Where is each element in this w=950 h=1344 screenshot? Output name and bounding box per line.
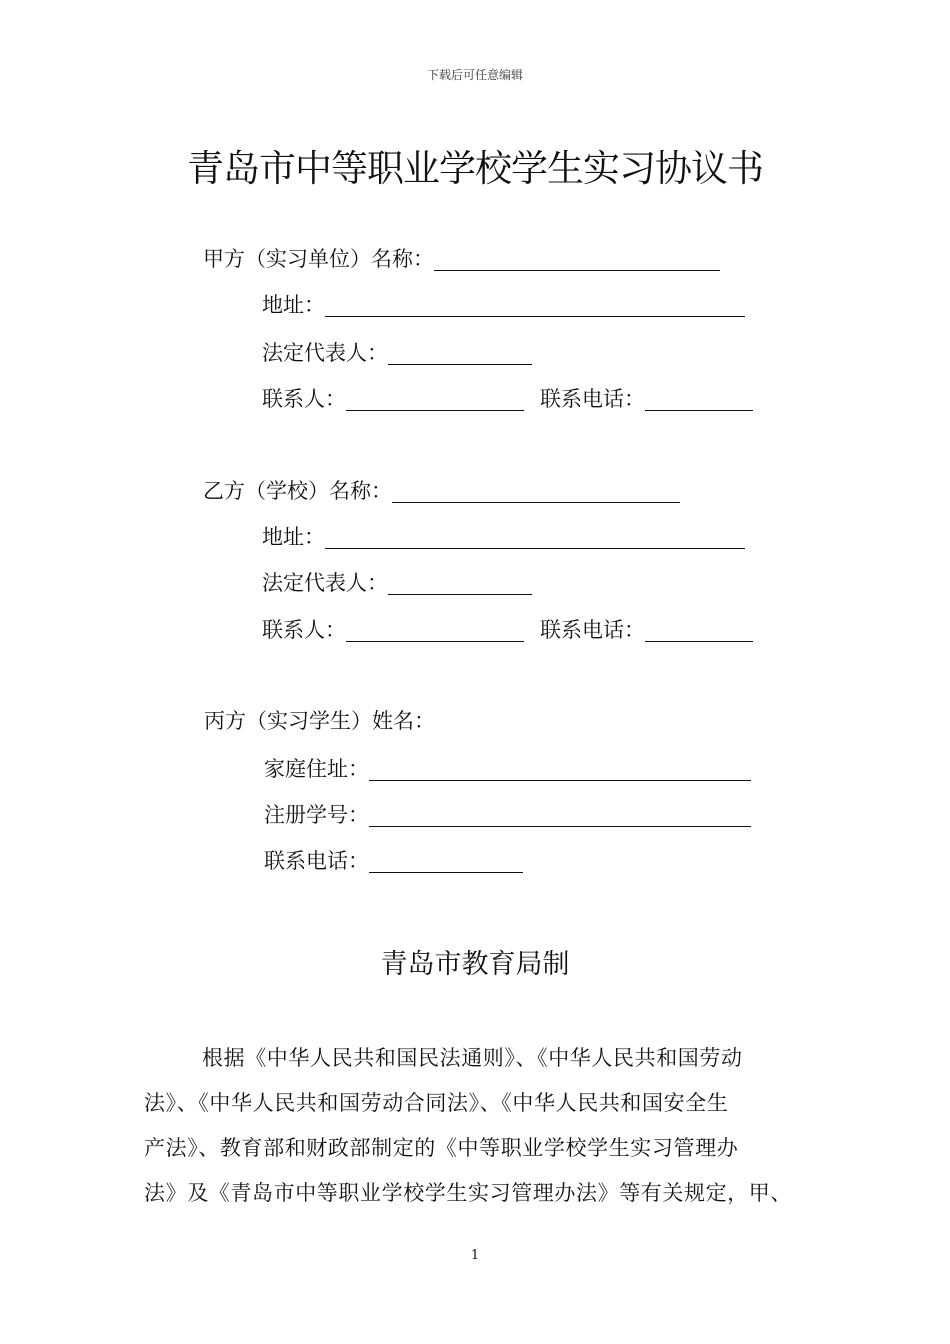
header-note: 下载后可任意编辑	[426, 68, 523, 82]
party-c-home-address-label: 家庭住址：	[264, 757, 369, 781]
party-a-name-blank[interactable]	[434, 248, 720, 271]
party-b-name-row	[203, 476, 680, 506]
party-c-phone-row	[264, 846, 523, 876]
body-line: 根据《中华人民共和国民法通则》、《中华人民共和国劳动	[202, 1046, 743, 1070]
party-c-home-address-blank[interactable]	[369, 758, 751, 781]
party-b-address-blank[interactable]	[325, 526, 745, 549]
party-b-phone-label: 联系电话：	[540, 618, 645, 642]
party-a-address-blank[interactable]	[325, 294, 745, 317]
party-a-name-label: 甲方（实习单位）名称：	[203, 247, 434, 271]
party-c-student-id-blank[interactable]	[369, 804, 751, 827]
party-a-legal-rep-label: 法定代表人：	[262, 341, 388, 365]
party-a-address-row	[262, 290, 745, 320]
party-a-legal-rep-blank[interactable]	[388, 342, 532, 365]
party-b-legal-rep-blank[interactable]	[388, 572, 532, 595]
party-c-name-label: 丙方（实习学生）姓名：	[204, 709, 435, 733]
party-b-legal-rep-label: 法定代表人：	[262, 571, 388, 595]
party-b-name-blank[interactable]	[392, 480, 680, 503]
party-a-contact-row	[262, 384, 753, 414]
party-b-contact-blank[interactable]	[346, 619, 524, 642]
party-c-home-address-row	[264, 754, 751, 784]
party-a-name-row	[203, 244, 720, 274]
party-b-legal-rep-row	[262, 568, 532, 598]
page-number: 1	[470, 1248, 480, 1263]
party-a-phone-label: 联系电话：	[540, 387, 645, 411]
party-a-legal-rep-row	[262, 338, 532, 368]
body-paragraph	[144, 1042, 824, 1222]
body-line: 法》、《中华人民共和国劳动合同法》、《中华人民共和国安全生	[144, 1091, 729, 1115]
party-c-student-id-label: 注册学号：	[264, 803, 369, 827]
party-c-name-row	[204, 706, 435, 736]
party-c-student-id-row	[264, 800, 751, 830]
party-a-address-label: 地址：	[262, 293, 325, 317]
party-c-phone-label: 联系电话：	[264, 849, 369, 873]
party-b-phone-blank[interactable]	[645, 619, 753, 642]
party-b-contact-label: 联系人：	[262, 618, 346, 642]
party-b-name-label: 乙方（学校）名称：	[203, 479, 392, 503]
party-a-contact-blank[interactable]	[346, 388, 524, 411]
body-line: 法》及《青岛市中等职业学校学生实习管理办法》等有关规定，甲、	[144, 1181, 792, 1205]
party-c-phone-blank[interactable]	[369, 850, 523, 873]
party-b-contact-row	[262, 615, 753, 645]
body-line: 产法》、教育部和财政部制定的《中等职业学校学生实习管理办	[144, 1136, 739, 1160]
party-b-address-row	[262, 522, 745, 552]
party-b-address-label: 地址：	[262, 525, 325, 549]
document-title: 青岛市中等职业学校学生实习协议书	[187, 147, 763, 190]
issuer-line: 青岛市教育局制	[380, 949, 570, 980]
party-a-contact-label: 联系人：	[262, 387, 346, 411]
party-a-phone-blank[interactable]	[645, 388, 753, 411]
